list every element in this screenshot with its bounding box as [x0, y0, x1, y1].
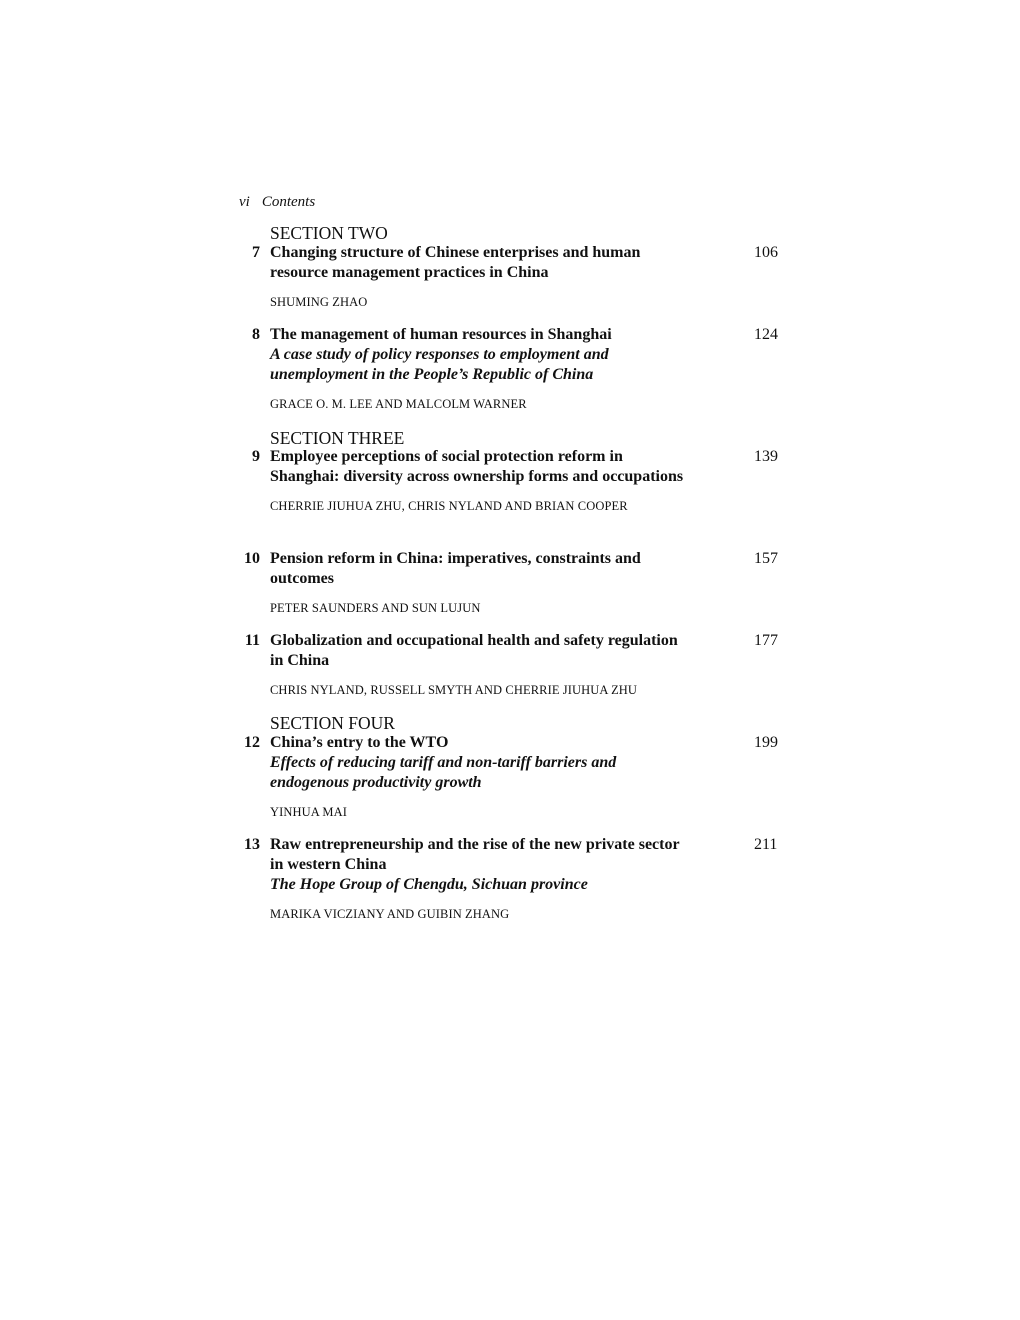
- chapter-title: Globalization and occupational health and safety regulation in China: [270, 632, 678, 669]
- chapter-body: [270, 835, 690, 922]
- chapter-subtitle: The Hope Group of Chengdu, Sichuan province: [270, 876, 588, 893]
- chapter-authors: PETER SAUNDERS AND SUN LUJUN: [270, 601, 481, 615]
- chapter-body: [270, 447, 690, 514]
- chapter-body: [270, 733, 690, 820]
- chapter-subtitle: Effects of reducing tariff and non-tariff barriers and endogenous productivity growth: [270, 754, 617, 791]
- chapter-number: 13: [244, 836, 260, 853]
- chapter-authors: SHUMING ZHAO: [270, 295, 368, 309]
- page-number: 199: [754, 734, 778, 751]
- chapter-title: Employee perceptions of social protection reform in Shanghai: diversity across ownership forms and occupations: [270, 448, 684, 485]
- chapter-title: Changing structure of Chinese enterprises and human resource management practices in China: [270, 244, 641, 281]
- chapter-title: The management of human resources in Shanghai: [270, 326, 612, 343]
- chapter-authors: GRACE O. M. LEE AND MALCOLM WARNER: [270, 397, 527, 411]
- page-number: 139: [754, 448, 778, 465]
- chapter-title: Pension reform in China: imperatives, constraints and outcomes: [270, 550, 641, 587]
- chapter-authors: YINHUA MAI: [270, 805, 348, 819]
- chapter-body: [270, 325, 690, 412]
- page-number: 124: [754, 326, 778, 343]
- section-heading: SECTION FOUR: [270, 713, 395, 733]
- chapter-title: China’s entry to the WTO: [270, 734, 449, 751]
- section-heading: SECTION TWO: [270, 223, 388, 243]
- page-number: 106: [754, 244, 778, 261]
- chapter-number: 11: [244, 632, 260, 649]
- chapter-subtitle: A case study of policy responses to employment and unemployment in the People’s Republic of China: [270, 346, 609, 383]
- chapter-authors: CHRIS NYLAND, RUSSELL SMYTH AND CHERRIE JIUHUA ZHU: [270, 683, 638, 697]
- section-heading: SECTION THREE: [270, 428, 405, 448]
- chapter-number: 10: [244, 550, 260, 567]
- chapter-body: [270, 631, 690, 698]
- folio: vi: [239, 194, 250, 210]
- page-number: 177: [754, 632, 778, 649]
- running-head: [239, 193, 315, 211]
- page-number: 157: [754, 550, 778, 567]
- chapter-authors: CHERRIE JIUHUA ZHU, CHRIS NYLAND AND BRIAN COOPER: [270, 499, 628, 513]
- chapter-title: Raw entrepreneurship and the rise of the new private sector in western China: [270, 836, 680, 873]
- page-number: 211: [754, 836, 778, 853]
- chapter-number: 12: [244, 734, 260, 751]
- chapter-number: 7: [252, 244, 260, 261]
- running-head-title: Contents: [261, 194, 316, 210]
- chapter-body: [270, 549, 690, 616]
- chapter-number: 9: [252, 448, 260, 465]
- chapter-number: 8: [252, 326, 260, 343]
- chapter-authors: MARIKA VICZIANY AND GUIBIN ZHANG: [270, 907, 510, 921]
- chapter-body: [270, 243, 690, 310]
